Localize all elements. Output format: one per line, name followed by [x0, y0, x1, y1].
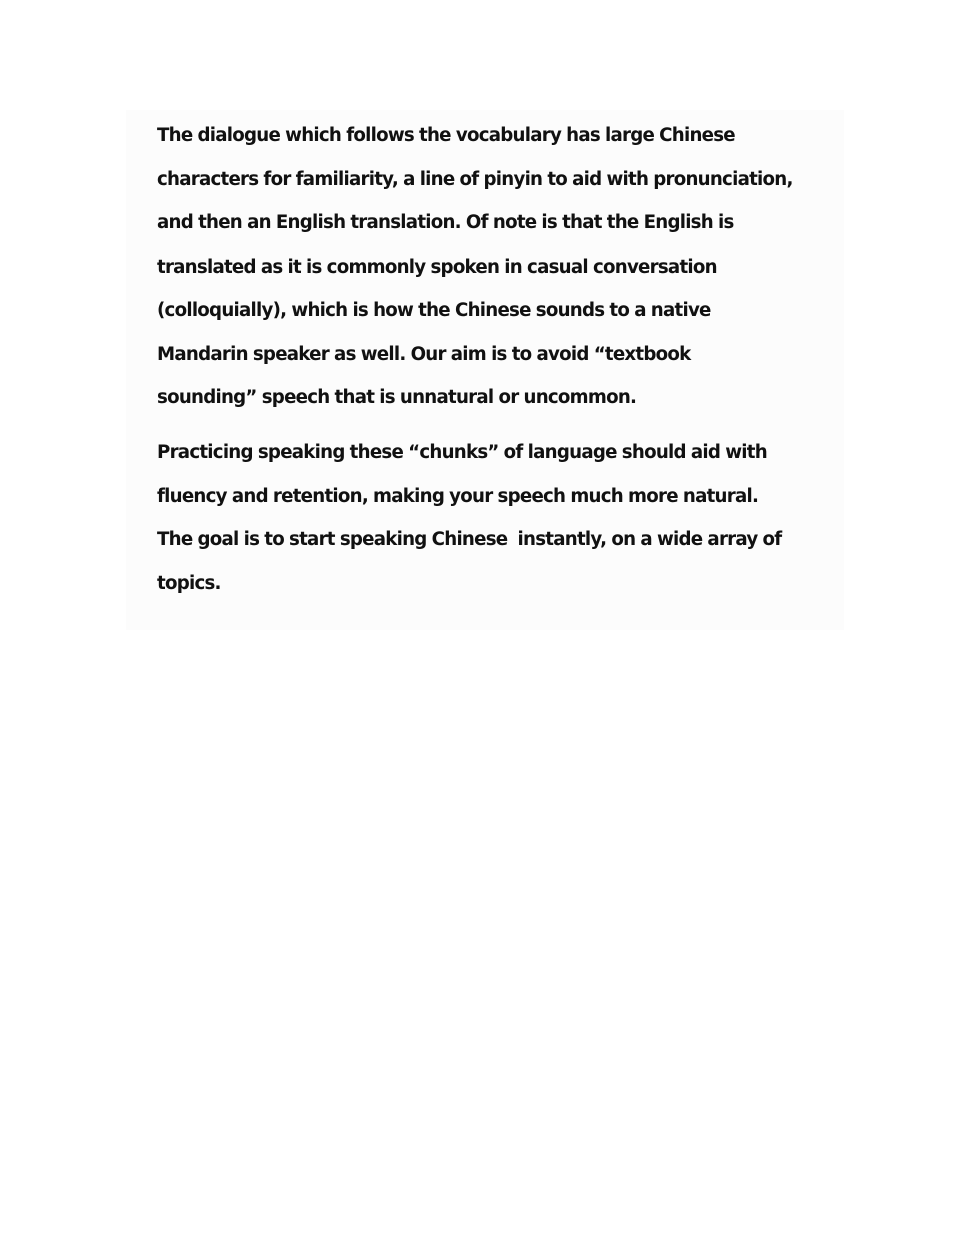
text-line: and then an English translation. Of note is that the English is: [157, 212, 734, 233]
text-line: The goal is to start speaking Chinese instantly, on a wide array of: [157, 529, 782, 550]
text-line: sounding” speech that is unnatural or uncommon.: [157, 387, 637, 408]
text-line: translated as it is commonly spoken in casual conversation: [157, 257, 717, 278]
text-line: fluency and retention, making your speech much more natural.: [157, 486, 759, 507]
text-line: topics.: [157, 573, 221, 594]
text-line: (colloquially), which is how the Chinese sounds to a native: [157, 300, 711, 321]
text-line: Mandarin speaker as well. Our aim is to avoid “textbook: [157, 344, 691, 365]
text-line: characters for familiarity, a line of pinyin to aid with pronunciation,: [157, 169, 793, 190]
text-line: The dialogue which follows the vocabulary has large Chinese: [157, 125, 735, 146]
text-line: Practicing speaking these “chunks” of language should aid with: [157, 442, 767, 463]
